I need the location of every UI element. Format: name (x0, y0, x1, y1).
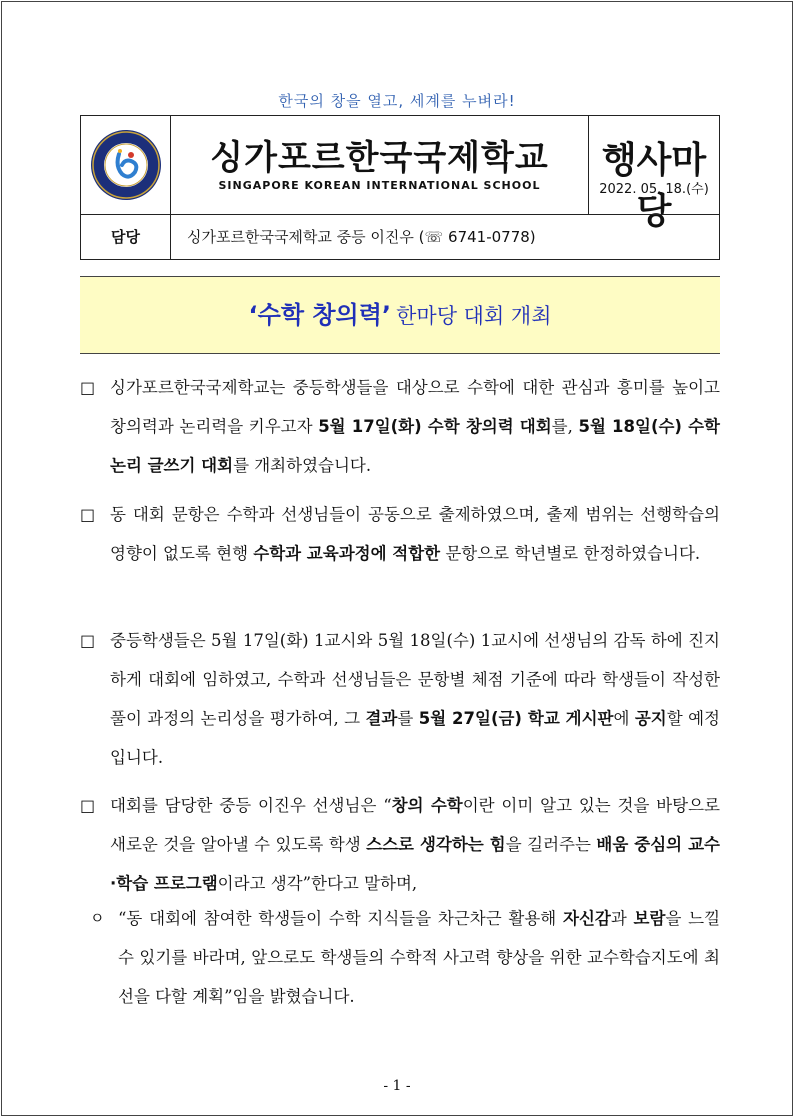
paragraph-3 (80, 621, 720, 777)
body-text: 를 (397, 709, 419, 728)
bullet-circle: ㅇ (90, 909, 105, 927)
body-text: 과 (610, 909, 634, 928)
logo-cell (81, 116, 171, 214)
paragraph-2 (80, 495, 720, 573)
body-text: “동 대회에 참여한 학생들이 수학 지식들을 차근차근 활용해 (118, 909, 564, 928)
event-cell (589, 116, 719, 232)
headline-banner (80, 276, 720, 354)
document-page (1, 1, 793, 1116)
body-text: 이라고 생각”한다고 말하며, (217, 874, 418, 893)
emphasis-text: 결과 (365, 709, 398, 728)
body-text: 동 대회 문항은 수학과 선생님들이 공동으로 출제하였으며, 출제 범위는 선행학습의 영향이 없도록 현행 (110, 505, 720, 563)
emphasis-text: 창의 수학 (391, 796, 463, 815)
contact-label: 담당 (81, 215, 171, 260)
event-date: 2022. 05. 18.(수) (599, 182, 709, 197)
emphasis-text: 5월 27일(금) 학교 게시판 (418, 709, 614, 728)
school-slogan: 한국의 창을 열고, 세계를 누벼라! (278, 92, 516, 110)
emphasis-text: 수학과 교육과정에 적합한 (253, 544, 441, 563)
event-title: 행사마당 (601, 140, 707, 232)
paragraph-body (110, 621, 720, 777)
body-text: 에 (613, 709, 635, 728)
body-text: 싱가포르한국국제학교는 중등학생들을 대상으로 수학에 대한 관심과 흥미를 높이고 창의력과 논리력을 키우고자 (110, 378, 720, 436)
emphasis-text: 자신감 (563, 909, 611, 928)
paragraph-body (110, 786, 720, 903)
body-text: 이란 이미 알고 있는 것을 바탕으로 새로운 것을 알아낼 수 있도록 학생 (110, 796, 720, 854)
school-name-english: SINGAPORE KOREAN INTERNATIONAL SCHOOL (218, 179, 541, 192)
header-table (80, 115, 720, 260)
paragraph-body (110, 495, 720, 573)
bullet-square: □ (80, 796, 96, 815)
body-text: 중등학생들은 5월 17일(화) 1교시와 5월 18일(수) 1교시에 선생님의 감독 하에 진지하게 대회에 임하였고, 수학과 선생님들은 문항별 체점 기준에 따라 학생들이 작성한 풀이 과정의 논리성을 평가하여, 그 (110, 631, 720, 728)
headline-highlight: ‘수학 창의력’ (248, 301, 392, 329)
body-text: 할 예정입니다. (110, 709, 720, 767)
paragraph-1 (80, 368, 720, 485)
paragraph-body (110, 368, 720, 485)
school-name-cell (171, 116, 589, 214)
bullet-square: □ (80, 505, 96, 524)
sub-paragraph (90, 899, 720, 1016)
paragraph-4 (80, 786, 720, 903)
emphasis-text: 보람 (633, 909, 666, 928)
sub-paragraph-body (118, 899, 720, 1016)
emphasis-text: 공지 (634, 709, 667, 728)
emphasis-text: 배움 중심의 교수·학습 프로그램 (110, 835, 720, 893)
school-logo-icon (89, 128, 163, 202)
body-text: 을 길러주는 (505, 835, 597, 854)
body-text: 문항으로 학년별로 한정하였습니다. (440, 544, 701, 563)
page-number: - 1 - (383, 1078, 411, 1094)
emphasis-text: 5월 18일(수) 수학 논리 글쓰기 대회 (110, 417, 720, 475)
body-text: 를, (551, 417, 579, 436)
bullet-square: □ (80, 378, 96, 397)
body-text: 을 느낄 수 있기를 바라며, 앞으로도 학생들의 수학적 사고력 향상을 위한 교수학습지도에 최선을 다할 계획”임을 밝혔습니다. (118, 909, 721, 1006)
emphasis-text: 스스로 생각하는 힘 (366, 835, 506, 854)
body-text: 대회를 담당한 중등 이진우 선생님은 “ (110, 796, 392, 815)
school-name-korean: 싱가포르한국국제학교 (210, 138, 549, 178)
emphasis-text: 5월 17일(화) 수학 창의력 대회 (318, 417, 552, 436)
bullet-square: □ (80, 631, 96, 650)
headline-rest: 한마당 대회 개최 (396, 304, 552, 328)
body-text: 를 개최하였습니다. (233, 456, 372, 475)
contact-row (81, 214, 719, 260)
contact-value: 싱가포르한국국제학교 중등 이진우 (☏ 6741-0778) (187, 228, 536, 246)
